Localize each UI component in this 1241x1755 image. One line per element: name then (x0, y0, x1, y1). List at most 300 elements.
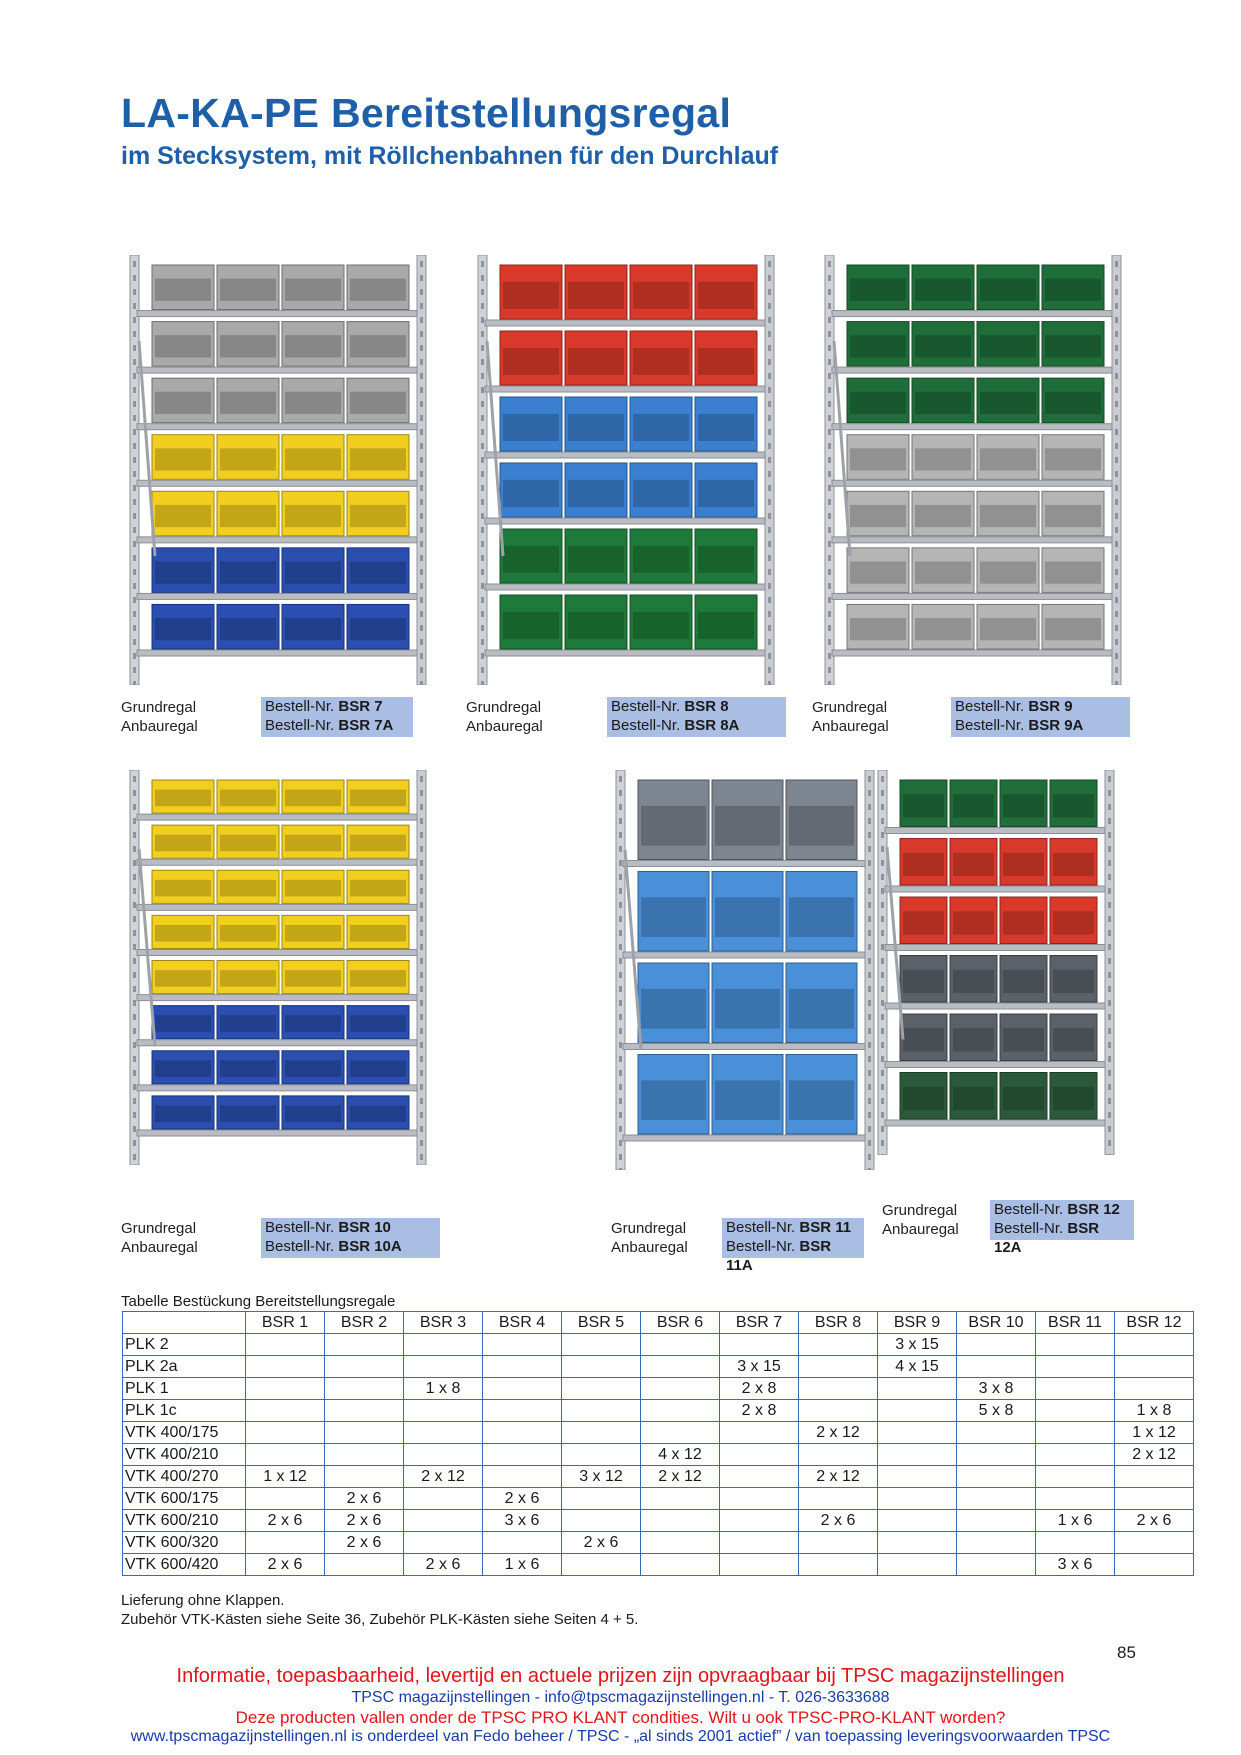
caption-labels-bsr8: Grundregal Anbauregal (466, 699, 543, 735)
order-box-bsr8: Bestell-Nr. BSR 8 Bestell-Nr. BSR 8A (607, 697, 786, 737)
post-hole (1108, 1126, 1111, 1132)
post-hole (481, 653, 484, 659)
bin-front-opening (350, 1105, 406, 1122)
post-hole (1108, 818, 1111, 824)
table-cell (325, 1356, 404, 1378)
post-hole (828, 541, 831, 547)
post-hole (420, 639, 423, 645)
bin-front-opening (220, 790, 276, 807)
post-hole (881, 1126, 884, 1132)
post-hole (768, 583, 771, 589)
order-number: BSR 9A (1028, 717, 1084, 734)
bin-front-opening (1003, 1087, 1044, 1110)
post-hole (481, 359, 484, 365)
shelf-beam (832, 424, 1112, 430)
product-photo-bsr8 (476, 255, 776, 685)
bin-front-opening (641, 1080, 706, 1120)
shelf-beam (623, 952, 865, 958)
shelf-beam (832, 480, 1112, 486)
bin-front-opening (1053, 1028, 1094, 1051)
post-hole (619, 1028, 622, 1034)
table-row-label: PLK 1 (123, 1378, 246, 1400)
table-cell (483, 1334, 562, 1356)
bin-front-opening (915, 335, 971, 357)
post-hole (481, 303, 484, 309)
table-row (123, 1532, 1194, 1554)
post-hole (133, 527, 136, 533)
bin-front-opening (285, 970, 341, 987)
post-hole (768, 541, 771, 547)
post-hole (420, 317, 423, 323)
post-hole (420, 401, 423, 407)
shelf-beam (137, 1130, 417, 1136)
post-hole (133, 387, 136, 393)
post-hole (828, 569, 831, 575)
table-cell: 4 x 12 (641, 1444, 720, 1466)
table-cell: 2 x 12 (641, 1466, 720, 1488)
bin-front-opening (903, 970, 944, 993)
post-hole (881, 790, 884, 796)
post-hole (1108, 930, 1111, 936)
post-hole (868, 790, 871, 796)
post-hole (1108, 846, 1111, 852)
bin-front-opening (789, 897, 854, 937)
post-hole (1115, 639, 1118, 645)
post-hole (1115, 359, 1118, 365)
bin-front-opening (1045, 618, 1101, 640)
post-hole (133, 1000, 136, 1006)
post-hole (881, 1154, 884, 1155)
post-hole (828, 345, 831, 351)
post-hole (828, 681, 831, 685)
table-cell (1036, 1356, 1115, 1378)
post-hole (828, 513, 831, 519)
post-hole (133, 1098, 136, 1104)
table-cell (483, 1378, 562, 1400)
table-cell (246, 1334, 325, 1356)
order-number: BSR 11A (726, 1238, 832, 1274)
post-hole (420, 1056, 423, 1062)
table-cell (1036, 1422, 1115, 1444)
order-number: BSR 8A (684, 717, 740, 734)
bin-front-opening (953, 794, 994, 817)
table-cell: 3 x 15 (720, 1356, 799, 1378)
post-hole (420, 527, 423, 533)
table-cell (1036, 1378, 1115, 1400)
bin-front-opening (903, 853, 944, 876)
bin-front-opening (903, 1028, 944, 1051)
bin-front-opening (155, 618, 211, 640)
upright-post (417, 770, 426, 1165)
table-cell: 3 x 6 (1036, 1554, 1115, 1576)
table-cell (720, 1444, 799, 1466)
table-cell (404, 1400, 483, 1422)
post-hole (619, 1084, 622, 1090)
post-hole (133, 555, 136, 561)
bin-front-opening (641, 989, 706, 1029)
bin-front-opening (155, 880, 211, 897)
post-hole (768, 345, 771, 351)
table-cell (799, 1378, 878, 1400)
bin-front-opening (850, 561, 906, 583)
shelf-beam (485, 584, 765, 590)
table-cell (799, 1356, 878, 1378)
shelf-beam (137, 1040, 417, 1046)
table-cell (562, 1356, 641, 1378)
shelf-beam (137, 904, 417, 910)
footer-contact-line: TPSC magazijnstellingen - info@tpscmagazijnstellingen.nl - T. 026-3633688 (351, 1689, 890, 1706)
note-accessories: Zubehör VTK-Kästen siehe Seite 36, Zubehör PLK-Kästen siehe Seiten 4 + 5. (121, 1611, 639, 1628)
post-hole (828, 359, 831, 365)
post-hole (881, 776, 884, 782)
caption-labels-bsr12: Grundregal Anbauregal (882, 1202, 959, 1238)
table-row (123, 1400, 1194, 1422)
post-hole (881, 944, 884, 950)
table-cell (799, 1488, 878, 1510)
post-hole (1115, 499, 1118, 505)
bin-front-opening (915, 505, 971, 527)
post-hole (133, 860, 136, 866)
table-cell (246, 1532, 325, 1554)
post-hole (1115, 597, 1118, 603)
bin-front-opening (220, 880, 276, 897)
table-cell: 3 x 6 (483, 1510, 562, 1532)
table-header-cell: BSR 12 (1115, 1312, 1194, 1334)
table-cell (878, 1378, 957, 1400)
shelf-beam (485, 320, 765, 326)
bin-front-opening (155, 279, 211, 301)
table-cell (483, 1400, 562, 1422)
table-cell (957, 1488, 1036, 1510)
post-hole (133, 317, 136, 323)
shelf-beam (485, 386, 765, 392)
bin-front-opening (350, 279, 406, 301)
post-hole (133, 902, 136, 908)
table-cell (562, 1444, 641, 1466)
shelf-beam (137, 480, 417, 486)
bin-front-opening (1053, 853, 1094, 876)
table-cell: 2 x 6 (483, 1488, 562, 1510)
table-cell (562, 1378, 641, 1400)
table-cell (799, 1400, 878, 1422)
post-hole (828, 317, 831, 323)
table-cell (878, 1554, 957, 1576)
post-hole (768, 261, 771, 267)
bin-front-opening (953, 970, 994, 993)
post-hole (481, 625, 484, 631)
bin-front-opening (155, 392, 211, 414)
table-row (123, 1422, 1194, 1444)
table-cell (720, 1334, 799, 1356)
post-hole (868, 958, 871, 964)
caption-labels-bsr9: Grundregal Anbauregal (812, 699, 889, 735)
bin-front-opening (220, 618, 276, 640)
table-row (123, 1554, 1194, 1576)
post-hole (1108, 1000, 1111, 1006)
post-hole (481, 387, 484, 393)
bin-front-opening (285, 448, 341, 470)
table-cell (878, 1400, 957, 1422)
bin-front-opening (285, 618, 341, 640)
bin-front-opening (503, 612, 559, 639)
bin-front-opening (350, 335, 406, 357)
post-hole (481, 443, 484, 449)
post-hole (420, 874, 423, 880)
bin-front-opening (350, 448, 406, 470)
bin-front-opening (980, 561, 1036, 583)
bin-front-opening (155, 505, 211, 527)
post-hole (619, 958, 622, 964)
post-hole (420, 653, 423, 659)
table-row-label: VTK 600/420 (123, 1554, 246, 1576)
bin-front-opening (350, 790, 406, 807)
post-hole (420, 499, 423, 505)
bin-front-opening (980, 279, 1036, 301)
post-hole (420, 373, 423, 379)
post-hole (768, 415, 771, 421)
bin-front-opening (915, 392, 971, 414)
table-row-label: VTK 400/210 (123, 1444, 246, 1466)
post-hole (133, 944, 136, 950)
post-hole (133, 415, 136, 421)
table-cell (562, 1510, 641, 1532)
shelf-beam (485, 518, 765, 524)
post-hole (133, 930, 136, 936)
table-row-label: VTK 600/210 (123, 1510, 246, 1532)
post-hole (768, 387, 771, 393)
post-hole (420, 1126, 423, 1132)
post-hole (420, 303, 423, 309)
post-hole (1115, 275, 1118, 281)
post-hole (133, 443, 136, 449)
post-hole (868, 832, 871, 838)
table-cell: 2 x 12 (404, 1466, 483, 1488)
post-hole (1108, 790, 1111, 796)
post-hole (768, 275, 771, 281)
table-cell: 1 x 12 (246, 1466, 325, 1488)
bin-front-opening (980, 505, 1036, 527)
post-hole (868, 776, 871, 782)
table-cell (957, 1334, 1036, 1356)
post-hole (768, 569, 771, 575)
post-hole (133, 1084, 136, 1090)
product-photo-bsr12 (876, 770, 1116, 1155)
post-hole (828, 611, 831, 617)
post-hole (481, 499, 484, 505)
table-cell (1115, 1334, 1194, 1356)
post-hole (420, 1112, 423, 1118)
post-hole (420, 541, 423, 547)
post-hole (420, 583, 423, 589)
table-header-cell: BSR 8 (799, 1312, 878, 1334)
table-cell (404, 1356, 483, 1378)
post-hole (881, 1112, 884, 1118)
post-hole (420, 1098, 423, 1104)
table-cell (562, 1554, 641, 1576)
post-hole (481, 471, 484, 477)
post-hole (619, 1140, 622, 1146)
post-hole (481, 569, 484, 575)
post-hole (1108, 944, 1111, 950)
post-hole (420, 681, 423, 685)
post-hole (1115, 471, 1118, 477)
table-cell (1036, 1488, 1115, 1510)
bin-front-opening (1045, 505, 1101, 527)
post-hole (768, 653, 771, 659)
table-cell: 3 x 8 (957, 1378, 1036, 1400)
bin-front-opening (568, 414, 624, 441)
table-cell (483, 1356, 562, 1378)
bin-front-opening (503, 480, 559, 507)
table-cell: 1 x 8 (1115, 1400, 1194, 1422)
bin-front-opening (1003, 794, 1044, 817)
post-hole (1108, 1042, 1111, 1048)
post-hole (420, 387, 423, 393)
post-hole (1108, 860, 1111, 866)
post-hole (1115, 583, 1118, 589)
post-hole (881, 972, 884, 978)
post-hole (420, 471, 423, 477)
bin-front-opening (633, 282, 689, 309)
post-hole (881, 1056, 884, 1062)
shelf-beam (832, 593, 1112, 599)
bin-front-opening (698, 546, 754, 573)
table-cell: 2 x 6 (246, 1510, 325, 1532)
bin-front-opening (350, 1060, 406, 1077)
bin-front-opening (568, 348, 624, 375)
order-box-bsr10: Bestell-Nr. BSR 10 Bestell-Nr. BSR 10A (261, 1218, 440, 1258)
shelf-beam (137, 814, 417, 820)
table-header-cell: BSR 9 (878, 1312, 957, 1334)
post-hole (481, 373, 484, 379)
post-hole (868, 1084, 871, 1090)
table-cell (246, 1378, 325, 1400)
table-row (123, 1444, 1194, 1466)
post-hole (1115, 569, 1118, 575)
post-hole (420, 986, 423, 992)
post-hole (1115, 667, 1118, 673)
post-hole (420, 832, 423, 838)
post-hole (881, 1070, 884, 1076)
table-cell: 2 x 12 (1115, 1444, 1194, 1466)
post-hole (133, 832, 136, 838)
post-hole (420, 625, 423, 631)
bin-front-opening (850, 279, 906, 301)
bin-front-opening (568, 480, 624, 507)
post-hole (133, 639, 136, 645)
table-cell (404, 1510, 483, 1532)
bin-front-opening (633, 414, 689, 441)
table-cell (1036, 1532, 1115, 1554)
table-cell (325, 1554, 404, 1576)
shelf-beam (137, 593, 417, 599)
post-hole (420, 1028, 423, 1034)
table-cell (641, 1554, 720, 1576)
table-cell (799, 1444, 878, 1466)
post-hole (1115, 457, 1118, 463)
table-row-label: PLK 2 (123, 1334, 246, 1356)
post-hole (828, 429, 831, 435)
post-hole (619, 902, 622, 908)
post-hole (133, 303, 136, 309)
bin-front-opening (568, 282, 624, 309)
post-hole (420, 1140, 423, 1146)
post-hole (868, 972, 871, 978)
table-cell (325, 1378, 404, 1400)
post-hole (1108, 776, 1111, 782)
table-cell (957, 1444, 1036, 1466)
table-cell (720, 1510, 799, 1532)
post-hole (133, 331, 136, 337)
footer-info-line: Informatie, toepasbaarheid, levertijd en actuele prijzen zijn opvraagbaar bij TPSC magazijnstellingen (176, 1665, 1065, 1687)
post-hole (481, 527, 484, 533)
post-hole (828, 275, 831, 281)
post-hole (133, 1140, 136, 1146)
table-cell (246, 1356, 325, 1378)
post-hole (420, 888, 423, 894)
post-hole (420, 289, 423, 295)
post-hole (133, 359, 136, 365)
post-hole (1108, 972, 1111, 978)
post-hole (133, 916, 136, 922)
post-hole (1115, 611, 1118, 617)
post-hole (420, 331, 423, 337)
post-hole (133, 776, 136, 782)
post-hole (133, 1042, 136, 1048)
post-hole (133, 261, 136, 267)
table-cell: 3 x 15 (878, 1334, 957, 1356)
post-hole (481, 429, 484, 435)
table-cell: 4 x 15 (878, 1356, 957, 1378)
bin-front-opening (850, 618, 906, 640)
shelf-beam (485, 650, 765, 656)
table-cell (720, 1532, 799, 1554)
table-cell (246, 1400, 325, 1422)
post-hole (1115, 387, 1118, 393)
post-hole (1108, 1014, 1111, 1020)
post-hole (1115, 317, 1118, 323)
post-hole (828, 261, 831, 267)
bin-front-opening (350, 392, 406, 414)
bin-front-opening (220, 561, 276, 583)
bin-front-opening (350, 925, 406, 942)
table-header-cell: BSR 10 (957, 1312, 1036, 1334)
bin-front-opening (350, 880, 406, 897)
post-hole (619, 1070, 622, 1076)
caption-labels-bsr7 (121, 698, 198, 736)
shelf-beam (885, 886, 1105, 892)
post-hole (1108, 986, 1111, 992)
post-hole (133, 653, 136, 659)
post-hole (420, 597, 423, 603)
post-hole (828, 457, 831, 463)
bin-front-opening (155, 970, 211, 987)
table-cell (878, 1422, 957, 1444)
bin-front-opening (220, 392, 276, 414)
post-hole (1115, 373, 1118, 379)
table-row (123, 1378, 1194, 1400)
upright-post (130, 770, 139, 1165)
bin-front-opening (220, 448, 276, 470)
post-hole (420, 944, 423, 950)
equipment-table (122, 1311, 1194, 1576)
post-hole (420, 611, 423, 617)
bin-front-opening (285, 335, 341, 357)
post-hole (1108, 1070, 1111, 1076)
post-hole (828, 653, 831, 659)
post-hole (481, 331, 484, 337)
shelf-beam (623, 1135, 865, 1141)
